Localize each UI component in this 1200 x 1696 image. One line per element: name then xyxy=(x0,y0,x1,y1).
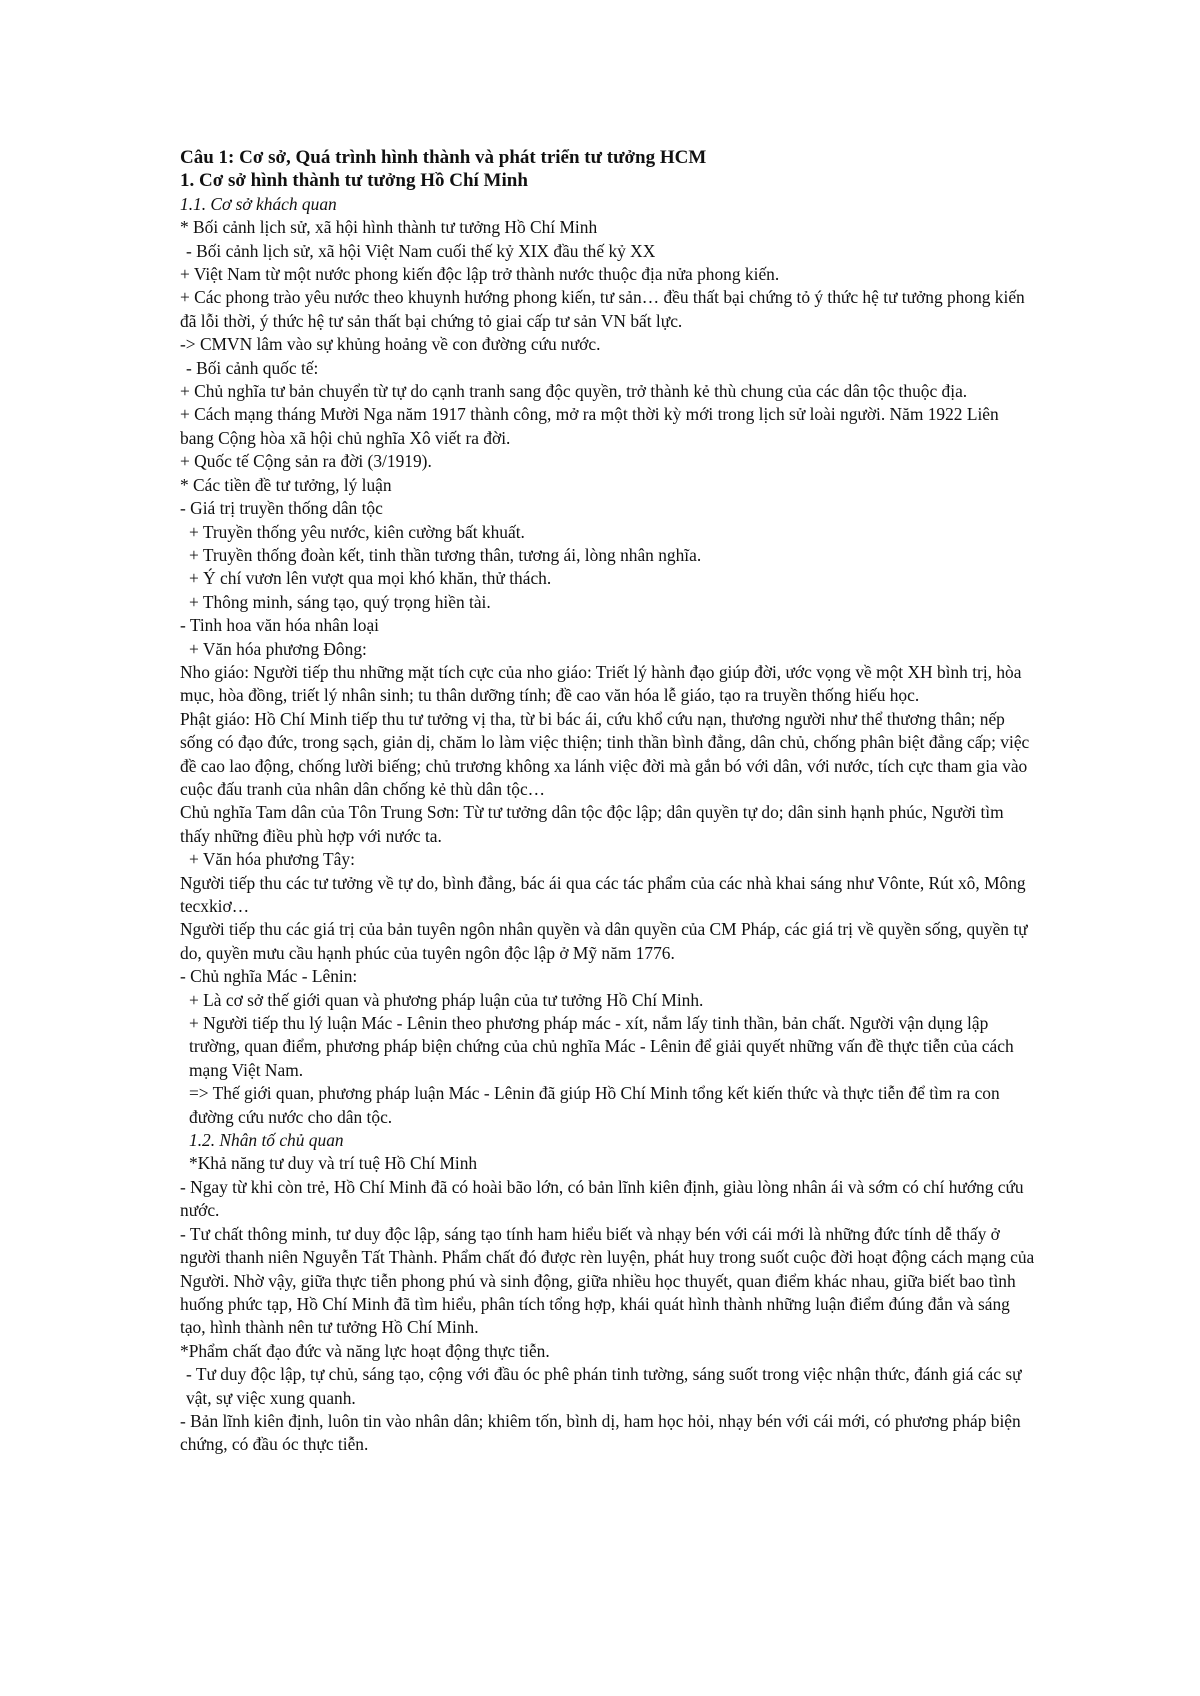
paragraph-line: Người tiếp thu các tư tưởng về tự do, bình đẳng, bác ái qua các tác phẩm của các nhà khai sáng như Vônte, Rút xô, Mông tecxkiơ… xyxy=(180,872,1026,916)
paragraph-line: - Tư duy độc lập, tự chủ, sáng tạo, cộng với đầu óc phê phán tinh tường, sáng suốt trong việc nhận thức, đánh giá các sự vật, sự việc xung quanh. xyxy=(186,1364,1022,1408)
paragraph-line: - Chủ nghĩa Mác - Lênin: xyxy=(180,966,358,987)
paragraph-line: + Là cơ sở thế giới quan và phương pháp luận của tư tưởng Hồ Chí Minh. xyxy=(189,989,704,1010)
paragraph-line: + Cách mạng tháng Mười Nga năm 1917 thành công, mở ra một thời kỳ mới trong lịch sử loài người. Năm 1922 Liên bang Cộng hòa xã hội chủ nghĩa Xô viết ra đời. xyxy=(180,404,999,448)
paragraph-line: 1.2. Nhân tố chủ quan xyxy=(189,1130,344,1151)
paragraph-line: - Bối cảnh quốc tế: xyxy=(186,357,319,378)
paragraph-line: => Thế giới quan, phương pháp luận Mác - Lênin đã giúp Hồ Chí Minh tổng kết kiến thức và thực tiễn để tìm ra con đường cứu nước cho dân tộc. xyxy=(189,1083,1000,1127)
paragraph-line: 1.1. Cơ sở khách quan xyxy=(180,193,337,214)
paragraph-line: + Văn hóa phương Tây: xyxy=(189,849,355,870)
paragraph-line: - Tinh hoa văn hóa nhân loại xyxy=(180,615,380,636)
paragraph-line: + Truyền thống đoàn kết, tinh thần tương thân, tương ái, lòng nhân nghĩa. xyxy=(189,544,702,565)
paragraph-line: * Bối cảnh lịch sử, xã hội hình thành tư tưởng Hồ Chí Minh xyxy=(180,217,598,238)
paragraph-line: *Phẩm chất đạo đức và năng lực hoạt động thực tiễn. xyxy=(180,1340,550,1361)
paragraph-line: - Giá trị truyền thống dân tộc xyxy=(180,498,383,519)
paragraph-line: Người tiếp thu các giá trị của bản tuyên ngôn nhân quyền và dân quyền của CM Pháp, các giá trị về quyền sống, quyền tự do, quyền mưu cầu hạnh phúc của tuyên ngôn độc lập ở Mỹ năm 1776. xyxy=(180,919,1028,963)
paragraph-line: + Các phong trào yêu nước theo khuynh hướng phong kiến, tư sản… đều thất bại chứng tỏ ý thức hệ tư tưởng phong kiến đã lỗi thời, ý thức hệ tư sản thất bại chứng tỏ giai cấp tư sản VN bất lực. xyxy=(180,287,1025,331)
document-body xyxy=(180,146,1035,1457)
paragraph-line: 1. Cơ sở hình thành tư tưởng Hồ Chí Minh xyxy=(180,170,528,192)
paragraph-line: * Các tiền đề tư tưởng, lý luận xyxy=(180,474,392,495)
paragraph-line: Nho giáo: Người tiếp thu những mặt tích cực của nho giáo: Triết lý hành đạo giúp đời, ước vọng về một XH bình trị, hòa mục, hòa đồng, triết lý nhân sinh; tu thân dưỡng tính; đề cao văn hóa lễ giáo, tạo ra truyền thống hiếu học. xyxy=(180,661,1022,706)
paragraph-line: + Thông minh, sáng tạo, quý trọng hiền tài. xyxy=(189,591,491,612)
paragraph-line: + Ý chí vươn lên vượt qua mọi khó khăn, thử thách. xyxy=(189,568,552,589)
document-title: Câu 1: Cơ sở, Quá trình hình thành và phát triển tư tưởng HCM xyxy=(180,147,707,168)
paragraph-line: -> CMVN lâm vào sự khủng hoảng về con đường cứu nước. xyxy=(180,334,601,355)
paragraph-line: - Bản lĩnh kiên định, luôn tin vào nhân dân; khiêm tốn, bình dị, ham học hỏi, nhạy bén với cái mới, có phương pháp biện chứng, có đầu óc thực tiễn. xyxy=(180,1410,1021,1455)
paragraph-line: *Khả năng tư duy và trí tuệ Hồ Chí Minh xyxy=(189,1153,478,1174)
paragraph-line: - Bối cảnh lịch sử, xã hội Việt Nam cuối thế kỷ XIX đầu thế kỷ XX xyxy=(186,240,656,261)
paragraph-line: Phật giáo: Hồ Chí Minh tiếp thu tư tưởng vị tha, từ bi bác ái, cứu khổ cứu nạn, thương người như thể thương thân; nếp sống có đạo đức, trong sạch, giản dị, chăm lo làm việc thiện; tinh thần bình đẳng, dân chủ, chống phân biệt đẳng cấp; việc đề cao lao động, chống lười biếng; chủ trương không xa lánh việc đời mà gắn bó với dân, với nước, tích cực tham gia vào cuộc đấu tranh của nhân dân chống kẻ thù dân tộc… xyxy=(180,708,1030,799)
paragraph-line: + Truyền thống yêu nước, kiên cường bất khuất. xyxy=(189,521,525,542)
paragraph-line: - Tư chất thông minh, tư duy độc lập, sáng tạo tính ham hiểu biết và nhạy bén với cái mới là những đức tính dễ thấy ở người thanh niên Nguyễn Tất Thành. Phẩm chất đó được rèn luyện, phát huy trong suốt cuộc đời hoạt động cách mạng của Người. Nhờ vậy, giữa thực tiễn phong phú và sinh động, giữa nhiều học thuyết, quan điểm khác nhau, giữa biết bao tình huống phức tạp, Hồ Chí Minh đã tìm hiểu, phân tích tổng hợp, khái quát hình thành những luận điểm đúng đắn và sáng tạo, hình thành nên tư tưởng Hồ Chí Minh. xyxy=(180,1223,1035,1338)
paragraph-line: - Ngay từ khi còn trẻ, Hồ Chí Minh đã có hoài bão lớn, có bản lĩnh kiên định, giàu lòng nhân ái và sớm có chí hướng cứu nước. xyxy=(180,1176,1024,1221)
paragraph-line: + Văn hóa phương Đông: xyxy=(189,638,367,659)
paragraph-line: + Người tiếp thu lý luận Mác - Lênin theo phương pháp mác - xít, nắm lấy tinh thần, bản chất. Người vận dụng lập trường, quan điểm, phương pháp biện chứng của chủ nghĩa Mác - Lênin để giải quyết những vấn đề thực tiễn của cách mạng Việt Nam. xyxy=(189,1013,1014,1080)
paragraph-line: + Chủ nghĩa tư bản chuyển từ tự do cạnh tranh sang độc quyền, trở thành kẻ thù chung của các dân tộc thuộc địa. xyxy=(180,381,968,402)
paragraph-line: + Việt Nam từ một nước phong kiến độc lập trở thành nước thuộc địa nửa phong kiến. xyxy=(180,264,780,285)
paragraph-line: Chủ nghĩa Tam dân của Tôn Trung Sơn: Từ tư tưởng dân tộc độc lập; dân quyền tự do; dân sinh hạnh phúc, Người tìm thấy những điều phù hợp với nước ta. xyxy=(180,802,1004,846)
paragraph-line: + Quốc tế Cộng sản ra đời (3/1919). xyxy=(180,451,432,472)
